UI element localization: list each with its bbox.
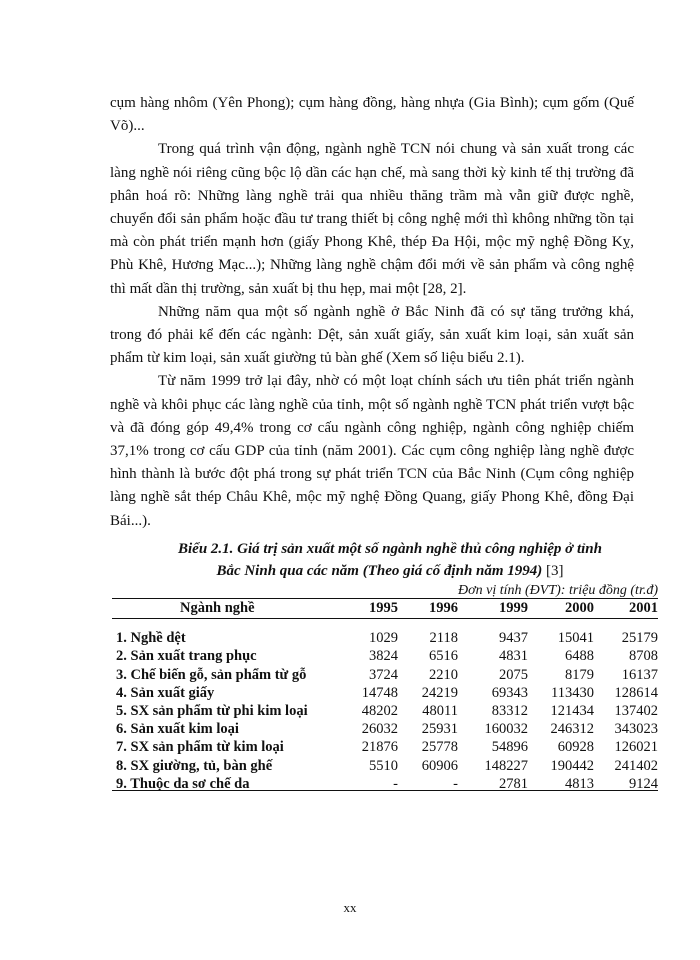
cell-2001: 25179 — [621, 630, 658, 647]
table-caption — [110, 538, 670, 582]
cell-2000: 246312 — [550, 721, 594, 738]
cell-1995: - — [393, 775, 398, 792]
row-label: 2. Sản xuất trang phục — [116, 648, 257, 665]
caption-reference: [3] — [546, 563, 564, 579]
cell-2001: 128614 — [614, 684, 658, 701]
row-label: 3. Chế biến gỗ, sản phẩm từ gỗ — [116, 666, 307, 683]
cell-1995: 5510 — [369, 757, 398, 774]
cell-2001: 16137 — [621, 666, 658, 683]
paragraph-development: Trong quá trình vận động, ngành nghề TCN nói chung và sản xuất trong các làng nghề nói riêng cũng bộc lộ dần các hạn chế, mà sang thời kỳ kinh tế thị trường đã phân hoá rõ: Những làng nghề trải qua nhiều thăng trầm mà vẫn giữ được nghề, chuyển đổi sản phẩm hoặc đầu tư trang thiết bị công nghệ mới thì không những tồn tại mà còn phát triển mạnh hơn (giấy Phong Khê, thép Đa Hội, mộc mỹ nghệ Đồng Kỵ, Phù Khê, Hương Mạc...); Những làng nghề chậm đổi mới về sản phẩm và công nghệ thì mất dần thị trường, sản xuất bị thu hẹp, mai một [28, 2]. — [110, 141, 634, 297]
cell-1995: 26032 — [361, 721, 398, 738]
caption-line-2 — [110, 560, 670, 582]
cell-1999: 160032 — [484, 721, 528, 738]
header-1999: 1999 — [499, 600, 528, 617]
cell-1996: 48011 — [422, 703, 458, 720]
table-row — [112, 647, 658, 665]
header-2001: 2001 — [629, 600, 658, 617]
cell-2001: 241402 — [614, 757, 658, 774]
cell-1999: 148227 — [484, 757, 528, 774]
table-row — [112, 720, 658, 738]
caption-note: (Theo giá cố định năm 1994) — [362, 563, 543, 579]
cell-2001: 8708 — [629, 648, 658, 665]
cell-2001: 137402 — [614, 703, 658, 720]
cell-1995: 3724 — [369, 666, 398, 683]
cell-1996: 25931 — [421, 721, 458, 738]
cell-1999: 54896 — [491, 739, 528, 756]
cell-2000: 113430 — [551, 684, 594, 701]
cell-1999: 2075 — [499, 666, 528, 683]
header-1995: 1995 — [369, 600, 398, 617]
paragraph-growth: Những năm qua một số ngành nghề ở Bắc Ninh đã có sự tăng trưởng khá, trong đó phải kể đến các ngành: Dệt, sản xuất giấy, sản xuất kim loại, sản xuất sản phẩm từ kim loại, sản xuất giường tủ bàn ghế (Xem số liệu biểu 2.1). — [110, 303, 634, 367]
cell-1995: 21876 — [361, 739, 398, 756]
cell-2000: 121434 — [550, 703, 594, 720]
table-row — [112, 738, 658, 756]
cell-1999: 2781 — [499, 775, 528, 792]
production-table — [112, 599, 658, 793]
cell-1996: - — [453, 775, 458, 792]
row-label: 7. SX sản phẩm từ kim loại — [116, 739, 284, 756]
cell-1999: 83312 — [491, 703, 528, 720]
page-number: xx — [343, 900, 357, 915]
row-label: 8. SX giường, tủ, bàn ghế — [116, 757, 273, 774]
cell-2001: 126021 — [614, 739, 658, 756]
table-row — [112, 684, 658, 702]
cell-1999: 9437 — [499, 630, 528, 647]
cell-2000: 190442 — [550, 757, 594, 774]
table-row — [112, 629, 658, 647]
cell-1995: 1029 — [369, 630, 398, 647]
cell-2000: 8179 — [565, 666, 594, 683]
cell-1996: 25778 — [421, 739, 458, 756]
paragraph-policy: Từ năm 1999 trở lại đây, nhờ có một loạt chính sách ưu tiên phát triển ngành nghề và khôi phục các làng nghề của tỉnh, một số ngành nghề TCN phát triển vượt bậc và đã đóng góp 49,4% trong cơ cấu ngành công nghiệp, ngành công nghiệp chiếm 37,1% trong cơ cấu GDP của tỉnh (năm 2001). Các cụm công nghiệp làng nghề được hình thành là bước đột phá trong sự phát triển TCN của Bắc Ninh (Cụm công nghiệp làng nghề sắt thép Châu Khê, mộc mỹ nghệ Đồng Quang, giấy Phong Khê, đồng Đại Bái...). — [110, 373, 634, 529]
table-row — [112, 702, 658, 720]
body-text — [110, 92, 634, 533]
paragraph-continuation: cụm hàng nhôm (Yên Phong); cụm hàng đồng, hàng nhựa (Gia Bình); cụm gốm (Quế Võ)... — [110, 95, 634, 135]
cell-1996: 2118 — [429, 630, 458, 647]
row-label: 1. Nghề dệt — [116, 630, 186, 647]
cell-2001: 343023 — [614, 721, 658, 738]
cell-1999: 4831 — [499, 648, 528, 665]
header-2000: 2000 — [565, 600, 594, 617]
table-header-row — [112, 599, 658, 617]
spacer-row — [112, 617, 658, 629]
header-1996: 1996 — [429, 600, 458, 617]
table-row — [112, 666, 658, 684]
row-label: 4. Sản xuất giấy — [116, 684, 215, 701]
cell-1996: 6516 — [429, 648, 458, 665]
cell-1995: 14748 — [361, 684, 398, 701]
row-label: 6. Sản xuất kim loại — [116, 721, 239, 738]
cell-1995: 3824 — [369, 648, 398, 665]
caption-line-1: Biểu 2.1. Giá trị sản xuất một số ngành nghề thủ công nghiệp ở tỉnh — [177, 541, 602, 557]
cell-2000: 15041 — [557, 630, 594, 647]
table-row — [112, 757, 658, 775]
cell-1996: 24219 — [421, 684, 458, 701]
cell-1999: 69343 — [491, 684, 528, 701]
cell-1996: 60906 — [421, 757, 458, 774]
row-label: 5. SX sản phẩm từ phi kim loại — [116, 703, 308, 720]
caption-title-end: Bắc Ninh qua các năm — [216, 563, 359, 579]
cell-2000: 60928 — [557, 739, 594, 756]
cell-1995: 48202 — [361, 703, 398, 720]
unit-note: Đơn vị tính (ĐVT): triệu đồng (tr.đ) — [458, 583, 658, 598]
cell-2000: 4813 — [565, 775, 594, 792]
header-sector: Ngành nghề — [180, 600, 255, 617]
cell-2001: 9124 — [629, 775, 658, 792]
table-row — [112, 775, 658, 793]
row-label: 9. Thuộc da sơ chế da — [116, 775, 250, 792]
cell-2000: 6488 — [565, 648, 594, 665]
cell-1996: 2210 — [429, 666, 458, 683]
